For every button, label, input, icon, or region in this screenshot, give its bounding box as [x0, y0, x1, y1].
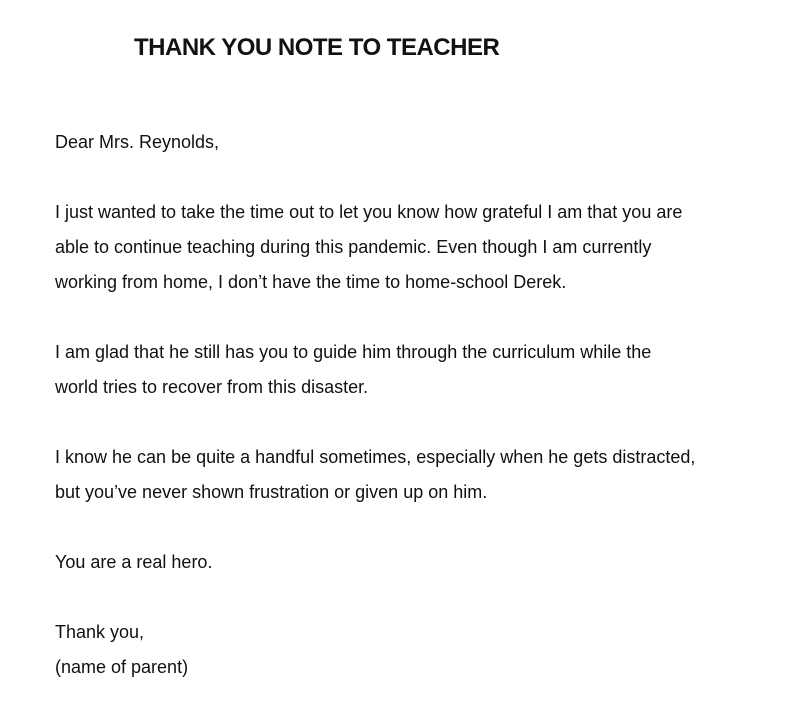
paragraph-line: world tries to recover from this disaster.	[55, 377, 369, 397]
paragraph-spacer	[55, 580, 755, 615]
signature: (name of parent)	[55, 657, 189, 677]
paragraph-line: I just wanted to take the time out to let you know how grateful I am that you are	[55, 202, 683, 222]
letter-body	[55, 125, 755, 685]
closing: Thank you,	[55, 622, 145, 642]
paragraph-line: You are a real hero.	[55, 552, 213, 572]
paragraph-line: I know he can be quite a handful sometimes, especially when he gets distracted,	[55, 447, 696, 467]
paragraph-line: working from home, I don’t have the time to home-school Derek.	[55, 272, 567, 292]
paragraph-2	[55, 335, 755, 405]
paragraph-line: able to continue teaching during this pandemic. Even though I am currently	[55, 237, 652, 257]
salutation: Dear Mrs. Reynolds,	[55, 132, 220, 152]
paragraph-spacer	[55, 160, 755, 195]
paragraph-3	[55, 440, 755, 510]
paragraph-line: I am glad that he still has you to guide him through the curriculum while the	[55, 342, 652, 362]
paragraph-spacer	[55, 300, 755, 335]
paragraph-1	[55, 195, 755, 300]
paragraph-4	[55, 545, 755, 580]
document-title: THANK YOU NOTE TO TEACHER	[134, 34, 500, 61]
paragraph-spacer	[55, 405, 755, 440]
paragraph-spacer	[55, 510, 755, 545]
paragraph-line: but you’ve never shown frustration or given up on him.	[55, 482, 488, 502]
